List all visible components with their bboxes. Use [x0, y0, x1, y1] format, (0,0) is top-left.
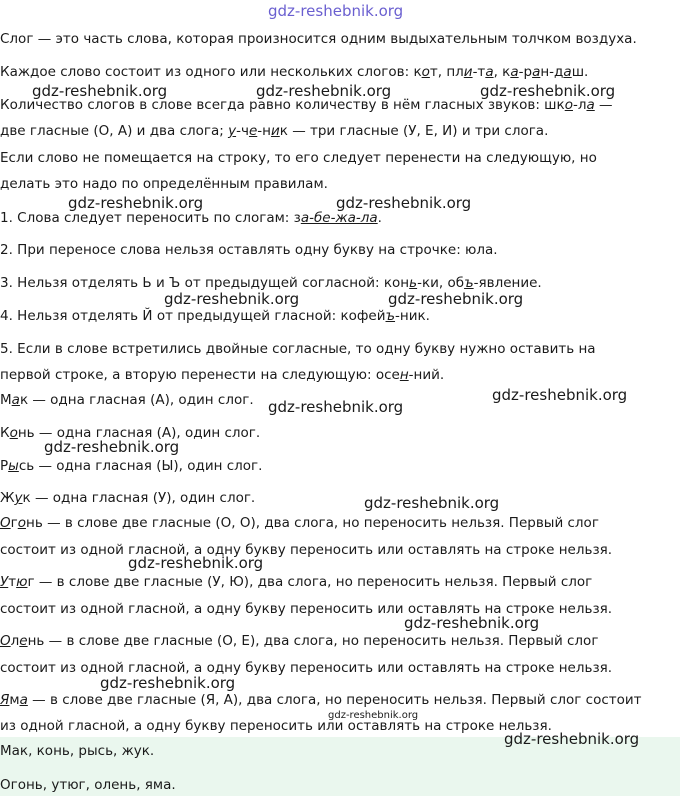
vowel-underline: а — [19, 692, 28, 708]
text: -ч — [236, 123, 249, 139]
text: -явление. — [473, 275, 542, 291]
text: г — [10, 515, 18, 531]
vowel-underline: о — [421, 64, 430, 80]
text: к — одна гласная (У), один слог. — [22, 490, 256, 506]
text: -ник. — [395, 308, 430, 324]
vowel-underline: а — [563, 64, 572, 80]
text: л — [10, 633, 20, 649]
text: . — [377, 210, 382, 226]
analysis-ogon-1 — [0, 514, 599, 532]
text: нь — в слове две гласные (О, О), два слога, но переносить нельзя. Первый слог — [26, 515, 599, 531]
text: М — [0, 392, 12, 408]
text: к — [413, 64, 422, 80]
vowel-underline: у — [14, 490, 23, 506]
vowel-underline: о — [9, 425, 18, 441]
text: , пл — [437, 64, 464, 80]
text: две гласные (О, А) и два слога; — [0, 123, 229, 139]
analysis-olen-2: состоит из одной гласной, а одну букву переносить или оставлять на строке нельзя. — [0, 660, 613, 676]
text: -н — [257, 123, 271, 139]
vowel-underline: а — [485, 64, 494, 80]
text: нь — в слове две гласные (О, Е), два слога, но переносить нельзя. Первый слог — [27, 633, 599, 649]
watermark: gdz-reshebnik.org — [480, 82, 616, 100]
text: 4. Нельзя отделять Й от предыдущей гласной: кофей — [0, 308, 386, 324]
analysis-zhuk — [0, 489, 255, 507]
text: -ний. — [408, 367, 445, 383]
analysis-utyug-2: состоит из одной гласной, а одну букву переносить или оставлять на строке нельзя. — [0, 601, 613, 617]
text: м — [9, 692, 20, 708]
text: т — [8, 574, 17, 590]
vowel-underline: о — [564, 97, 573, 113]
text: ш. — [571, 64, 589, 80]
watermark: gdz-reshebnik.org — [128, 554, 264, 572]
vowel-underline: е — [19, 633, 28, 649]
watermark: gdz-reshebnik.org — [404, 614, 540, 632]
analysis-rys — [0, 457, 262, 475]
text: н-д — [540, 64, 564, 80]
analysis-mak — [0, 391, 254, 409]
text: К — [0, 425, 10, 441]
text: г — в слове две гласные (У, Ю), два слога, но переносить нельзя. Первый слог — [27, 574, 593, 590]
analysis-ogon-2: состоит из одной гласной, а одну букву переносить или оставлять на строке нельзя. — [0, 542, 613, 558]
watermark-top[interactable]: gdz-reshebnik.org — [268, 2, 404, 20]
analysis-yama-1 — [0, 691, 642, 709]
watermark: gdz-reshebnik.org — [44, 438, 180, 456]
watermark: gdz-reshebnik.org — [164, 290, 300, 308]
watermark: gdz-reshebnik.org — [32, 82, 168, 100]
watermark: gdz-reshebnik.org — [504, 730, 640, 748]
watermark-small: gdz-reshebnik.org — [328, 710, 419, 721]
vowel-underline: а — [586, 97, 595, 113]
text: -т — [472, 64, 486, 80]
text: Количество слогов в слове всегда равно количеству в нём гласных звуков: шк — [0, 97, 565, 113]
sign-underline: ъ — [464, 275, 474, 291]
transfer-intro-2: делать это надо по определённым правилам. — [0, 176, 328, 192]
text: 3. Нельзя отделять Ь и Ъ от предыдущей согласной: кон — [0, 275, 410, 291]
sign-underline: ъ — [385, 308, 396, 324]
vowel-underline: У — [0, 574, 9, 590]
text: -р — [518, 64, 533, 80]
text: , к — [493, 64, 511, 80]
vowel-underline: О — [0, 633, 11, 649]
rule-5-line-2 — [0, 366, 444, 384]
text: -л — [572, 97, 587, 113]
vowel-underline: а — [11, 392, 20, 408]
vowel-underline: у — [228, 123, 237, 139]
vowel-underline: Я — [0, 692, 10, 708]
text: сь — одна гласная (Ы), один слог. — [18, 458, 263, 474]
text: первой строке, а вторую перенести на следующую: осе — [0, 367, 400, 383]
text: Ж — [0, 490, 15, 506]
vowel-underline: а — [532, 64, 541, 80]
vowel-underline: и — [463, 64, 473, 80]
watermark: gdz-reshebnik.org — [364, 494, 500, 512]
rule-4 — [0, 307, 430, 325]
definition-text: Слог — это часть слова, которая произносится одним выдыхательным толчком воздуха. — [0, 31, 637, 47]
analysis-utyug-1 — [0, 573, 592, 591]
sign-underline: ь — [409, 275, 418, 291]
syllables-underline: а-бе-жа-ла — [300, 210, 378, 226]
watermark: gdz-reshebnik.org — [388, 290, 524, 308]
text: нь — одна гласная (А), один слог. — [17, 425, 261, 441]
transfer-intro-1: Если слово не помещается на строку, то его следует перенести на следующую, но — [0, 150, 597, 166]
watermark: gdz-reshebnik.org — [256, 82, 392, 100]
text: -ки, об — [417, 275, 465, 291]
text: — — [594, 97, 613, 113]
analysis-yama-2: из одной гласной, а одну букву переносить или оставлять на строке нельзя. — [0, 718, 552, 734]
answer-line-2: Огонь, утюг, олень, яма. — [0, 777, 176, 793]
text: — в слове две гласные (Я, А), два слога, но переносить нельзя. Первый слог состоит — [27, 692, 642, 708]
watermark: gdz-reshebnik.org — [492, 386, 628, 404]
rule-5-line-1: 5. Если в слове встретились двойные согласные, то одну букву нужно оставить на — [0, 341, 596, 357]
vowel-underline: и — [270, 123, 280, 139]
watermark: gdz-reshebnik.org — [336, 194, 472, 212]
text: к — три гласные (У, Е, И) и три слога. — [279, 123, 549, 139]
count-line-2 — [0, 122, 548, 140]
vowel-underline: о — [17, 515, 26, 531]
answer-line-1: Мак, конь, рысь, жук. — [0, 743, 155, 759]
rule-2: 2. При переносе слова нельзя оставлять одну букву на строчке: юла. — [0, 242, 498, 258]
watermark: gdz-reshebnik.org — [268, 398, 404, 416]
text: к — одна гласная (А), один слог. — [19, 392, 254, 408]
text: Каждое слово состоит из одного или нескольких слогов: — [0, 64, 414, 80]
consonant-underline: н — [399, 367, 409, 383]
syllables-example-line — [0, 63, 588, 81]
vowel-underline: ы — [8, 458, 19, 474]
analysis-olen-1 — [0, 632, 598, 650]
text: т — [429, 64, 438, 80]
vowel-underline: О — [0, 515, 11, 531]
text: 1. Слова следует переносить по слогам: з — [0, 210, 301, 226]
vowel-underline: а — [510, 64, 519, 80]
watermark: gdz-reshebnik.org — [68, 194, 204, 212]
vowel-underline: ю — [16, 574, 28, 590]
vowel-underline: е — [248, 123, 258, 139]
watermark: gdz-reshebnik.org — [100, 674, 236, 692]
text: Р — [0, 458, 9, 474]
